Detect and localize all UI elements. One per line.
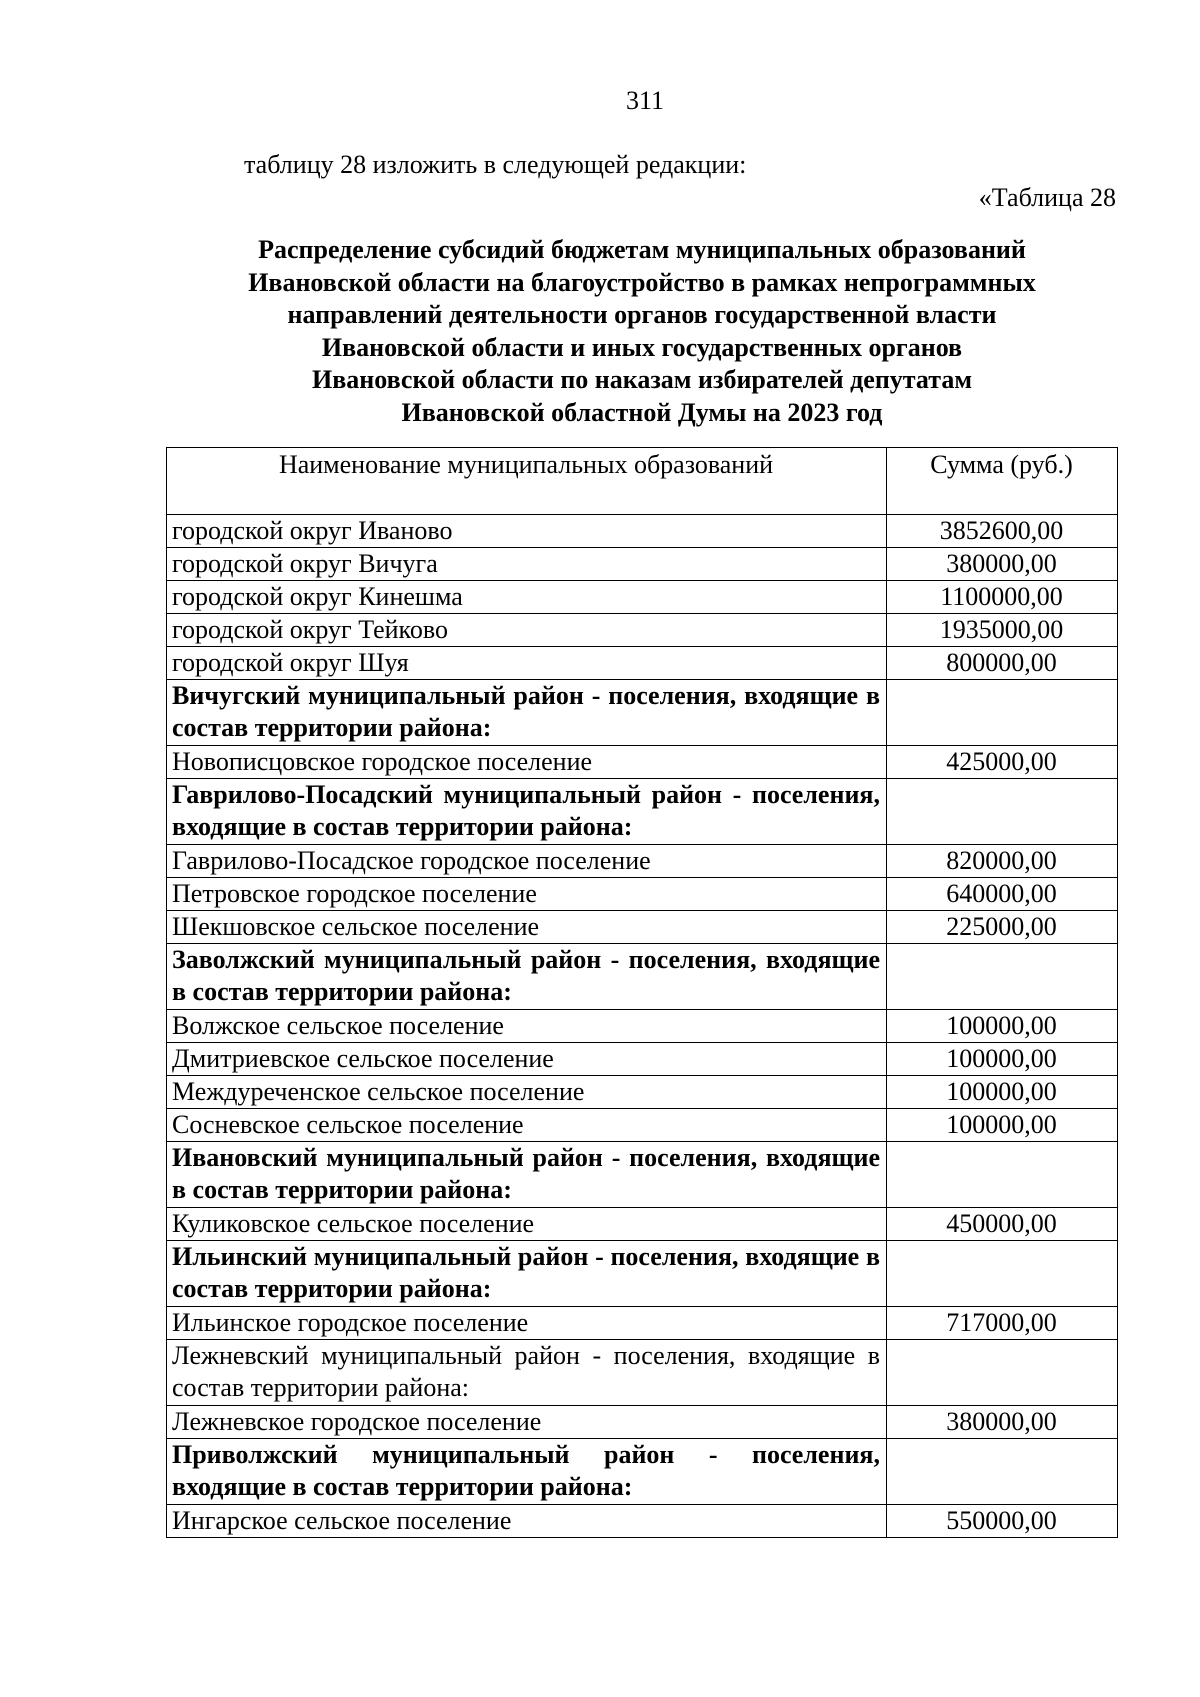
document-title-line: Ивановской области на благоустройство в рамках непрограммных [248, 267, 1036, 297]
district-group-row [167, 1142, 1118, 1208]
district-group-name: Вичугский муниципальный район - поселения, входящие в состав территории района: [167, 680, 887, 746]
municipality-name: Ингарское сельское поселение [167, 1505, 887, 1538]
table-row [167, 746, 1118, 779]
table-body [167, 515, 1118, 1538]
municipality-name: городской округ Тейково [167, 614, 887, 647]
amendment-intro: таблицу 28 изложить в следующей редакции: [244, 150, 747, 179]
district-group-row [167, 1241, 1118, 1307]
municipality-name: Сосневское сельское поселение [167, 1109, 887, 1142]
subsidy-amount [887, 1241, 1118, 1307]
table-row [167, 581, 1118, 614]
district-group-name: Лежневский муниципальный район - поселения, входящие в состав территории района: [167, 1340, 887, 1406]
column-header-amount: Сумма (руб.) [887, 448, 1118, 515]
subsidies-table [166, 447, 1118, 1538]
subsidy-amount: 800000,00 [887, 647, 1118, 680]
municipality-name: городской округ Вичуга [167, 548, 887, 581]
municipality-name: Шекшовское сельское поселение [167, 911, 887, 944]
table-row [167, 515, 1118, 548]
subsidy-amount: 100000,00 [887, 1076, 1118, 1109]
table-row [167, 548, 1118, 581]
district-group-name: Гаврилово-Посадский муниципальный район - поселения, входящие в состав территории района: [167, 779, 887, 845]
subsidy-amount: 380000,00 [887, 548, 1118, 581]
subsidy-amount: 225000,00 [887, 911, 1118, 944]
municipality-name: городской округ Иваново [167, 515, 887, 548]
district-group-row [167, 779, 1118, 845]
municipality-name: Петровское городское поселение [167, 878, 887, 911]
district-group-name: Заволжский муниципальный район - поселения, входящие в состав территории района: [167, 944, 887, 1010]
table-row [167, 1010, 1118, 1043]
table-row [167, 1076, 1118, 1109]
municipality-name: Лежневское городское поселение [167, 1406, 887, 1439]
district-group-row [167, 680, 1118, 746]
subsidy-amount: 1935000,00 [887, 614, 1118, 647]
subsidy-amount [887, 944, 1118, 1010]
table-row [167, 1208, 1118, 1241]
municipality-name: Гаврилово-Посадское городское поселение [167, 845, 887, 878]
subsidy-amount: 100000,00 [887, 1043, 1118, 1076]
municipality-name: городской округ Шуя [167, 647, 887, 680]
subsidy-amount: 550000,00 [887, 1505, 1118, 1538]
municipality-name: Новописцовское городское поселение [167, 746, 887, 779]
municipality-name: Ильинское городское поселение [167, 1307, 887, 1340]
document-title-line: Ивановской области и иных государственных органов [321, 332, 963, 362]
table-row [167, 1043, 1118, 1076]
subsidy-amount [887, 779, 1118, 845]
table-row [167, 1109, 1118, 1142]
district-group-name: Ильинский муниципальный район - поселения, входящие в состав территории района: [167, 1241, 887, 1307]
subsidy-amount: 640000,00 [887, 878, 1118, 911]
table-row [167, 878, 1118, 911]
table-row [167, 1406, 1118, 1439]
subsidy-amount: 820000,00 [887, 845, 1118, 878]
municipality-name: Куликовское сельское поселение [167, 1208, 887, 1241]
municipality-name: Дмитриевское сельское поселение [167, 1043, 887, 1076]
table-row [167, 845, 1118, 878]
municipality-name: Междуреченское сельское поселение [167, 1076, 887, 1109]
subsidy-amount: 3852600,00 [887, 515, 1118, 548]
subsidy-amount: 717000,00 [887, 1307, 1118, 1340]
table-header-row [167, 448, 1118, 515]
document-title-line: направлений деятельности органов государственной власти [287, 300, 997, 329]
column-header-name: Наименование муниципальных образований [167, 448, 887, 515]
subsidy-amount [887, 1340, 1118, 1406]
document-title-line: Ивановской областной Думы на 2023 год [401, 397, 883, 427]
table-row [167, 614, 1118, 647]
district-group-row [167, 1439, 1118, 1505]
subsidy-amount: 100000,00 [887, 1109, 1118, 1142]
subsidy-amount: 1100000,00 [887, 581, 1118, 614]
subsidy-amount: 425000,00 [887, 746, 1118, 779]
subsidy-amount: 380000,00 [887, 1406, 1118, 1439]
table-row [167, 1307, 1118, 1340]
subsidy-amount: 100000,00 [887, 1010, 1118, 1043]
document-title-line: Ивановской области по наказам избирателей депутатам [311, 365, 973, 394]
subsidy-amount [887, 680, 1118, 746]
table-row [167, 911, 1118, 944]
table-row [167, 1505, 1118, 1538]
subsidy-amount: 450000,00 [887, 1208, 1118, 1241]
subsidy-amount [887, 1142, 1118, 1208]
table-row [167, 647, 1118, 680]
district-group-row [167, 1340, 1118, 1406]
table-caption: «Таблица 28 [978, 183, 1116, 212]
municipality-name: Волжское сельское поселение [167, 1010, 887, 1043]
subsidy-amount [887, 1439, 1118, 1505]
district-group-name: Ивановский муниципальный район - поселения, входящие в состав территории района: [167, 1142, 887, 1208]
document-title-line: Распределение субсидий бюджетам муниципальных образований [258, 235, 1026, 264]
district-group-row [167, 944, 1118, 1010]
district-group-name: Приволжский муниципальный район - поселения, входящие в состав территории района: [167, 1439, 887, 1505]
document-title [166, 234, 1118, 429]
page-number: 311 [625, 86, 665, 115]
municipality-name: городской округ Кинешма [167, 581, 887, 614]
